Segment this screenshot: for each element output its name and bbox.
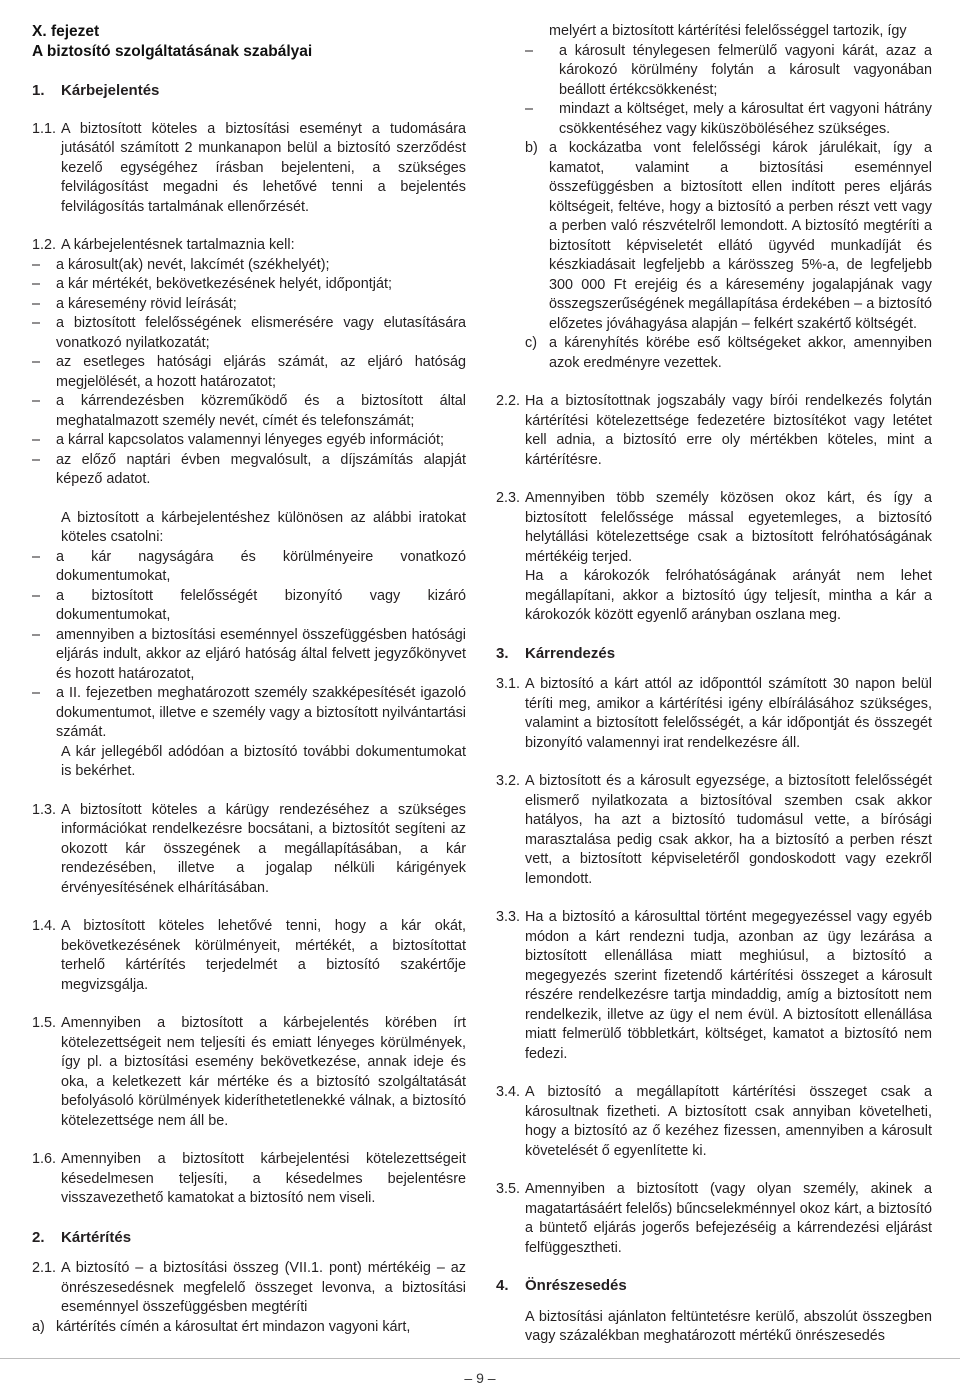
section-title: Kárrendezés <box>525 644 616 662</box>
left-column <box>32 22 466 1337</box>
chapter-title: A biztosító szolgáltatásának szabályai <box>32 43 313 60</box>
paragraph-text: A biztosított és a károsult egyezsége, a biztosított felelősségét elismerő nyilatkozata a biztosítóval szemben csak akkor hatályos, ha azt a biztosító tudomásul vette, a bírósági marasztalása pedig csak akkor, ha a biztosító a perben részt vett, a biztosított képviseletéről gondoskodott vagy ezekről lemondott. <box>525 773 932 887</box>
list-item: – mindazt a költséget, mely a károsultat ért vagyoni hátrány csökkentéséhez vagy kiküszöböléséhez szükséges. <box>525 101 932 137</box>
section-number: 3. <box>496 644 509 662</box>
paragraph-number: 1.4. <box>32 918 57 934</box>
paragraph-text: Amennyiben a biztosított a kárbejelentés körében írt kötelezettségeit nem teljesíti és emiatt lényeges körülmények, így pl. a biztosítási esemény bekövetkezése, annak ideje és oka, a keletkezett kár mértéke és a biztosító szolgáltatását befolyásoló körülmények kideríthetetlenekké válnak, a biztosító kötelezettsége nem áll be. <box>61 1015 466 1129</box>
section-number: 2. <box>32 1228 45 1246</box>
continuation-line: melyért a biztosított kártérítési felelősséggel tartozik, így <box>549 23 907 39</box>
paragraph-1-6 <box>32 1150 466 1209</box>
section-heading-3 <box>496 644 932 664</box>
list-item: – a biztosított felelősségének elismerésére vagy elutasítására vonatkozó nyilatkozatát; <box>32 315 466 351</box>
chapter-number: X. fejezet <box>32 23 100 40</box>
paragraph-text: Ha a biztosítottnak jogszabály vagy bírói rendelkezés folytán kártérítési kötelezettsége fedezetére biztosítékot vagy letétet kell adnia, a biztosító erre oly mértékben köteles, mint a kártérítésre. <box>525 393 932 468</box>
list-item: – a biztosított felelősségét bizonyító vagy kizáró dokumentumokat, <box>32 587 466 623</box>
section-title: Kárbejelentés <box>61 82 160 99</box>
section-heading-2 <box>32 1228 466 1248</box>
section-number: 1. <box>32 82 45 99</box>
section-title: Kártérítés <box>61 1228 132 1246</box>
paragraph-number: 3.2. <box>496 773 521 789</box>
footer-rule <box>0 1358 960 1359</box>
right-column <box>496 22 932 1347</box>
paragraph-number: 3.3. <box>496 909 521 925</box>
paragraph-1-1 <box>32 120 466 218</box>
list-item: b) a kockázatba vont felelősségi károk járulékait, így a kamatot, valamint a biztosítási eseménnyel összefüggésben a biztosított ellen indított peres eljárás költségeit, feltéve, hogy a biztosító a perben részt vett vagy a perben való részvételről lemondott. A biztosító megtéríti a biztosított képviseletét ellátó ügyvéd munkadíját és készkiadásait legfeljebb a kárösszeg 5%-a, de legfeljebb 300 000 Ft erejéig és a káresemény jogalapjának vagy összegszerűségének megállapítása érdekében – a biztosító előzetes jóváhagyása alapján – felkért szakértő költségét. <box>525 140 932 332</box>
paragraph-text: A biztosított köteles a kárügy rendezéséhez a szükséges információkat rendelkezésre bocsátani, a biztosítót segíteni az okozott kár összegének a megállapításában, a kár rendezésében, illetve a jogalap nélküli kárigények érvényesítésének elhárításában. <box>61 801 466 896</box>
paragraph-number: 2.3. <box>496 490 521 506</box>
required-content-list <box>32 256 466 490</box>
paragraph-text: Ha a biztosító a károsulttal történt megegyezéssel vagy egyéb módon a kárt rendezni tudja, azonban az ügy lezárása a biztosított ellenállása miatt meghiúsul, a biztosító a megegyezés szerint fizetendő kártérítési összeget a károsult részére rendelkezésre tartja mindaddig, amíg a biztosított nem rendelkezik, illetve az ügy el nem évül. A biztosított ellenállása miatt felmerülő többletkárt, költséget, kamatot a biztosító nem fedezi. <box>525 909 932 1062</box>
paragraph-number: 2.1. <box>32 1260 57 1276</box>
documents-outro: A kár jellegéből adódóan a biztosító további dokumentumokat is bekérhet. <box>61 743 466 779</box>
section-number: 4. <box>496 1277 509 1294</box>
section-title: Önrészesedés <box>525 1277 627 1294</box>
list-item: – a káresemény rövid leírását; <box>32 295 237 312</box>
paragraph-1-3 <box>32 801 466 899</box>
paragraph-number: 1.2. <box>32 237 57 253</box>
paragraph-number: 2.2. <box>496 393 521 409</box>
page-number: – 9 – <box>464 1370 496 1386</box>
list-item: – a kár mértékét, bekövetkezésének helyét, időpontját; <box>32 276 392 292</box>
paragraph-text: A biztosított köteles a biztosítási eseményt a tudomására jutásától számított 2 munkanapon belül a biztosító szerződést kezelő egységéhez írásban bejelenteni, a szükséges felvilágosítást megadni és lehetővé tenni a bejelentés felvilágosítás tartalmának ellenőrzését. <box>61 120 466 215</box>
paragraph-2-2 <box>496 392 932 470</box>
list-item: – a kárrendezésben közreműködő és a biztosított által meghatalmazott személy nevét, címét és telefonszámát; <box>32 393 466 429</box>
paragraph-text: Amennyiben a biztosított (vagy olyan személy, akinek a magatartásáért felelős) bűncselekménnyel okoz kárt, a biztosító a büntető eljárás jogerős befejezéséig a kárrendezési eljárást felfüggesztheti. <box>525 1181 932 1256</box>
list-item: – az esetleges hatósági eljárás számát, az eljáró hatóság megjelölését, a hozott határozatot; <box>32 354 466 390</box>
paragraph-3-2 <box>496 772 932 889</box>
lettered-list-a <box>32 1318 466 1338</box>
list-item: – az előző naptári évben megvalósult, a díjszámítás alapját képező adatot. <box>32 451 466 487</box>
list-item: c) a kárenyhítés körébe eső költségeket akkor, amennyiben azok eredményre vezettek. <box>525 335 932 371</box>
paragraph-text-2: Ha a károkozók felróhatóságának arányát nem lehet megállapítani, akkor a biztosító úgy teljesít, mintha a kár a károkozók között egyenlő arányban oszlana meg. <box>525 568 932 623</box>
paragraph-2-1 <box>32 1259 466 1318</box>
paragraph-text: A biztosító – a biztosítási összeg (VII.1. pont) mértékéig – az önrészesedésnek megfelelő összeget levonva, a biztosítási eseménnyel összefüggésben megtéríti <box>61 1260 466 1315</box>
paragraph-2-3 <box>496 489 932 626</box>
paragraph-1-5 <box>32 1014 466 1131</box>
paragraph-number: 1.6. <box>32 1151 57 1167</box>
paragraph-number: 1.5. <box>32 1015 57 1031</box>
section-heading-1 <box>32 81 466 101</box>
documents-list <box>32 548 466 743</box>
list-item: – a károsult ténylegesen felmerülő vagyoni kárát, azaz a károkozó körülmény folytán a károsult vagyonában beállott értékcsökkenést; <box>525 42 932 98</box>
paragraph-text: Amennyiben a biztosított kárbejelentési kötelezettségeit késedelmesen teljesíti, a késedelmes bejelentésre visszavezethető kamatokat a biztosító nem viseli. <box>61 1151 466 1206</box>
paragraph-number: 3.4. <box>496 1084 521 1100</box>
paragraph-3-1 <box>496 675 932 753</box>
paragraph-4-text: A biztosítási ajánlaton feltüntetésre kerülő, abszolút összegben vagy százalékban meghatározott mértékű önrészesedés <box>525 1308 932 1344</box>
list-item: a) kártérítés címén a károsultat ért mindazon vagyoni kárt, <box>32 1318 411 1335</box>
list-item: – a kárral kapcsolatos valamennyi lényeges egyéb információt; <box>32 432 444 448</box>
paragraph-number: 1.1. <box>32 120 57 137</box>
paragraph-3-3 <box>496 908 932 1064</box>
paragraph-number: 1.3. <box>32 801 57 818</box>
paragraph-text: A biztosított köteles lehetővé tenni, hogy a kár okát, bekövetkezésének körülményeit, mértékét, a biztosítottat terhelő kártérítés terjedelmét a biztosító szakértője megvizsgálja. <box>61 918 466 993</box>
paragraph-1-2 <box>32 236 466 256</box>
section-heading-4 <box>496 1276 932 1296</box>
paragraph-1-4 <box>32 917 466 995</box>
paragraph-text: A biztosító a megállapított kártérítési összeget csak a károsultnak fizetheti. A biztosított csak annyiban követelheti, hogy a biztosító az ő kezéhez fizessen, amennyiben a károsult követelését ő egyenlítette ki. <box>525 1084 932 1159</box>
paragraph-3-5 <box>496 1180 932 1258</box>
paragraph-3-4 <box>496 1083 932 1161</box>
list-item: – amennyiben a biztosítási eseménnyel összefüggésben hatósági eljárás indult, akkor az eljáró hatóság által felvett jegyzőkönyvet és hozott határozatot, <box>32 626 466 682</box>
documents-intro: A biztosított a kárbejelentéshez különösen az alábbi iratokat köteles csatolni: <box>61 509 466 545</box>
list-item: – a károsult(ak) nevét, lakcímét (székhelyét); <box>32 256 330 273</box>
paragraph-number: 3.5. <box>496 1181 521 1197</box>
continuation-list <box>496 42 932 140</box>
list-item: – a kár nagyságára és körülményeire vonatkozó dokumentumokat, <box>32 548 466 584</box>
paragraph-text: A biztosító a kárt attól az időponttól számított 30 napon belül téríti meg, amikor a kártérítési igény elbírálásához szükséges, valamint a biztosított felelősségét, a kár időpontját és összegét bizonyító valamennyi irat rendelkezésre áll. <box>525 676 932 751</box>
paragraph-intro: A kárbejelentésnek tartalmaznia kell: <box>61 237 295 253</box>
paragraph-text: Amennyiben több személy közösen okoz kárt, és így a biztosított felelőssége mással egyetemleges, a biztosító helytállási kötelezettsége csak a biztosított felróhatóságának mértékéig terjed. <box>525 490 932 565</box>
lettered-list-bc <box>496 139 932 373</box>
list-item: – a II. fejezetben meghatározott személy szakképesítését igazoló dokumentumot, illetve e személy vagy a biztosított nyilvántartási számát. <box>32 685 466 740</box>
paragraph-number: 3.1. <box>496 676 521 692</box>
